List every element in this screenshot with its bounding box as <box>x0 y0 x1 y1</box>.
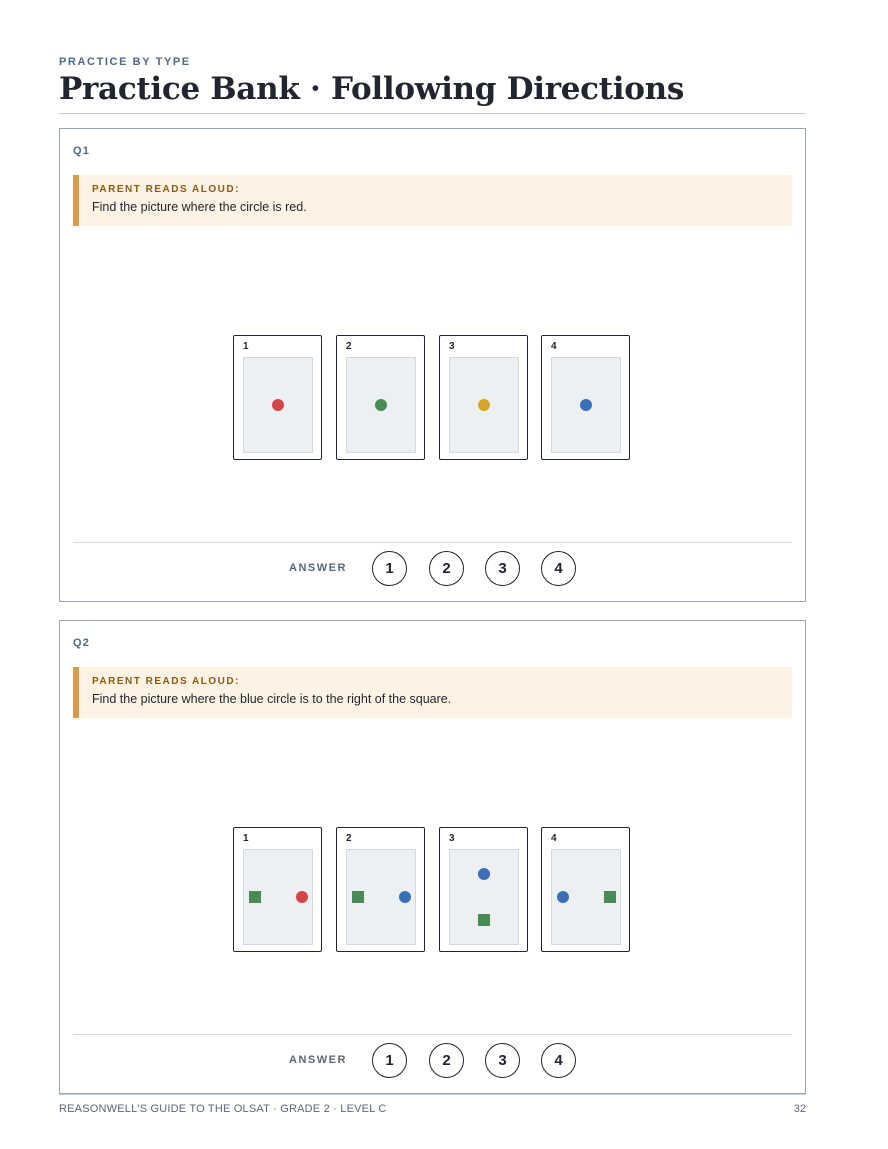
answer-bubble-1[interactable]: 1 <box>372 1043 407 1078</box>
answer-label: ANSWER <box>289 562 347 574</box>
choice-picture <box>346 849 416 945</box>
blue-circle-shape <box>478 868 490 880</box>
header-divider <box>59 113 806 114</box>
answer-bubble-4[interactable]: 4 <box>541 1043 576 1078</box>
choice-number: 4 <box>551 341 557 352</box>
choice-number: 3 <box>449 341 455 352</box>
green-square-shape <box>604 891 616 903</box>
blue-circle-shape <box>580 399 592 411</box>
red-circle-shape <box>296 891 308 903</box>
choice-number: 4 <box>551 833 557 844</box>
question-card-q2 <box>59 620 806 1094</box>
choice-picture <box>551 357 621 453</box>
callout-label: PARENT READS ALOUD: <box>92 184 240 195</box>
choice-card-2[interactable] <box>336 335 425 460</box>
callout-text: Find the picture where the blue circle is to the right of the square. <box>92 692 452 706</box>
answer-label: ANSWER <box>289 1054 347 1066</box>
parent-reads-aloud-callout <box>73 667 792 718</box>
answer-bubble-3[interactable]: 3 <box>485 551 520 586</box>
choice-card-4[interactable] <box>541 827 630 952</box>
answer-bubble-2[interactable]: 2 <box>429 551 464 586</box>
choice-number: 1 <box>243 833 249 844</box>
green-square-shape <box>249 891 261 903</box>
answer-divider <box>73 1034 792 1035</box>
parent-reads-aloud-callout <box>73 175 792 226</box>
choice-picture <box>243 357 313 453</box>
choice-card-4[interactable] <box>541 335 630 460</box>
page-title: Practice Bank · Following Directions <box>59 71 685 107</box>
choice-number: 1 <box>243 341 249 352</box>
answer-bubble-1[interactable]: 1 <box>372 551 407 586</box>
choice-picture <box>551 849 621 945</box>
choice-card-3[interactable] <box>439 827 528 952</box>
answer-divider <box>73 542 792 543</box>
question-card-q1 <box>59 128 806 602</box>
choice-number: 3 <box>449 833 455 844</box>
answer-bubble-4[interactable]: 4 <box>541 551 576 586</box>
choice-card-1[interactable] <box>233 335 322 460</box>
question-number: Q2 <box>73 637 91 649</box>
page-number: 32 <box>793 1103 806 1115</box>
choice-card-1[interactable] <box>233 827 322 952</box>
footer-book-title: REASONWELL'S GUIDE TO THE OLSAT · GRADE 2 · LEVEL C <box>59 1103 387 1115</box>
green-square-shape <box>478 914 490 926</box>
choice-number: 2 <box>346 341 352 352</box>
green-square-shape <box>352 891 364 903</box>
page-header <box>59 56 806 107</box>
section-eyebrow: PRACTICE BY TYPE <box>59 56 191 68</box>
callout-divider <box>171 718 693 722</box>
callout-text: Find the picture where the circle is red. <box>92 200 307 214</box>
red-circle-shape <box>272 399 284 411</box>
choice-picture <box>243 849 313 945</box>
callout-divider <box>171 226 693 230</box>
question-number: Q1 <box>73 145 91 157</box>
choice-card-3[interactable] <box>439 335 528 460</box>
footer-divider <box>59 1094 806 1095</box>
choice-number: 2 <box>346 833 352 844</box>
green-circle-shape <box>375 399 387 411</box>
answer-choices <box>233 335 633 461</box>
yellow-circle-shape <box>478 399 490 411</box>
blue-circle-shape <box>557 891 569 903</box>
answer-bubble-3[interactable]: 3 <box>485 1043 520 1078</box>
answer-bubble-2[interactable]: 2 <box>429 1043 464 1078</box>
answer-choices <box>233 827 633 953</box>
choice-card-2[interactable] <box>336 827 425 952</box>
choice-picture <box>449 357 519 453</box>
callout-label: PARENT READS ALOUD: <box>92 676 240 687</box>
blue-circle-shape <box>399 891 411 903</box>
choice-picture <box>449 849 519 945</box>
choice-picture <box>346 357 416 453</box>
